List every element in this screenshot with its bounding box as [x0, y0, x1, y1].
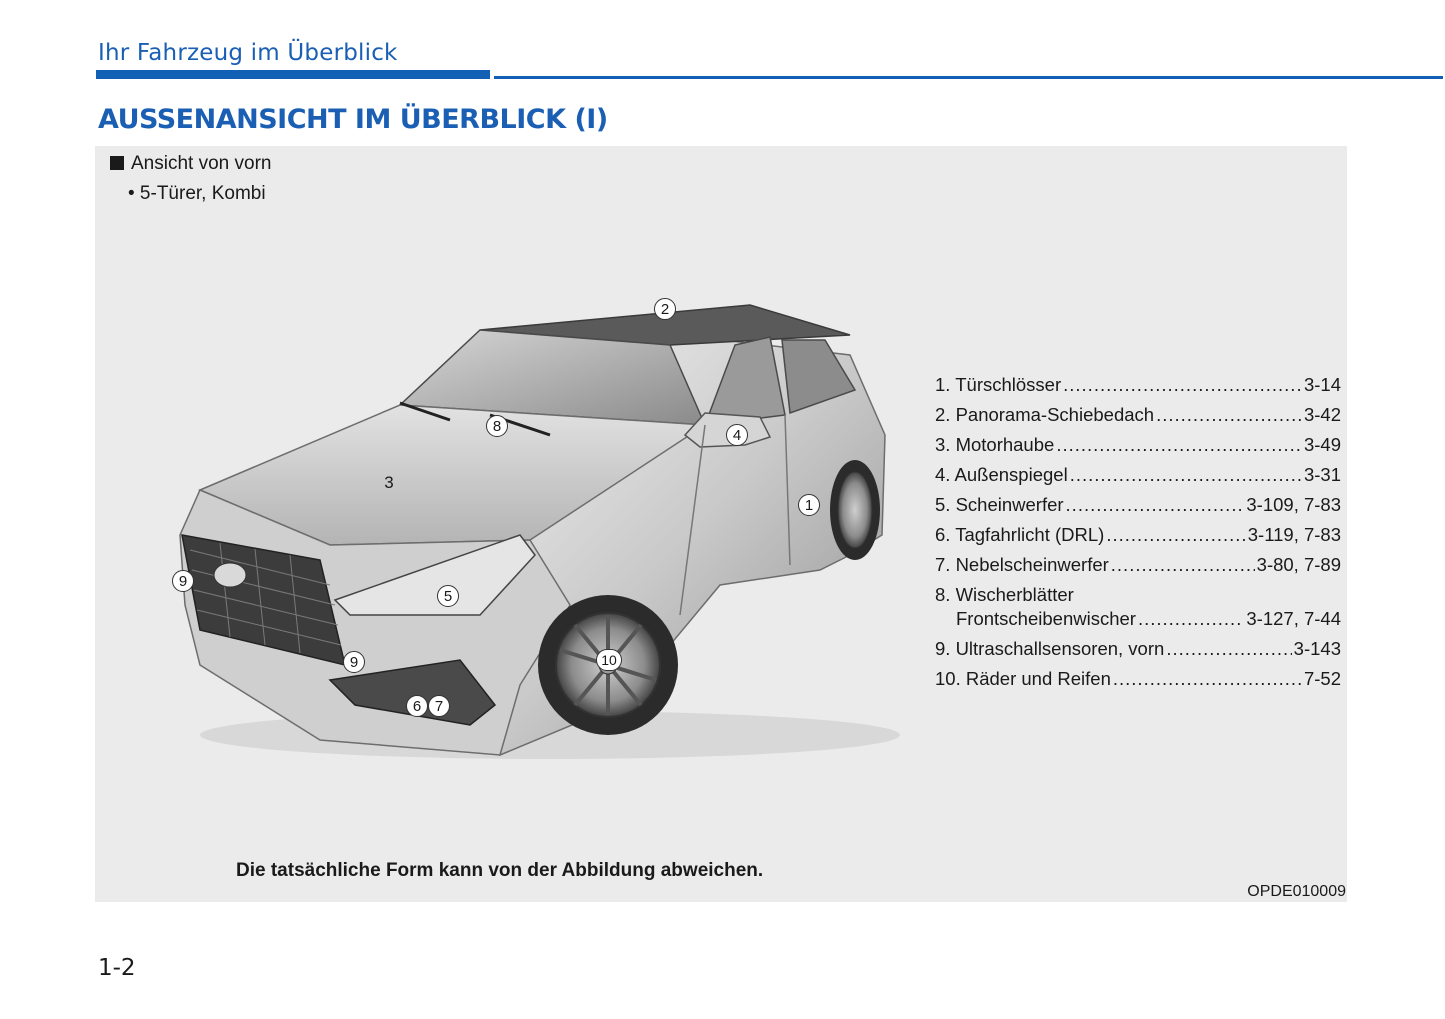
callout-marker: 8 [486, 415, 508, 437]
list-item: 4. Außenspiegel ..... 3-31 [935, 460, 1341, 490]
callout-marker: 9 [343, 651, 365, 673]
callout-marker: 10 [596, 649, 622, 671]
list-item: 7. Nebelscheinwerfer ..... 3-80, 7-89 [935, 550, 1341, 580]
view-label-text: Ansicht von vorn [131, 153, 272, 174]
callout-marker: 3 [384, 473, 394, 492]
list-item: 9. Ultraschallsensoren, vorn ..... 3-143 [935, 634, 1341, 664]
header-rule-thick [96, 70, 490, 79]
list-item: 2. Panorama-Schiebedach ..... 3-42 [935, 400, 1341, 430]
callout-marker: 2 [654, 298, 676, 320]
list-item: 10. Räder und Reifen ..... 7-52 [935, 664, 1341, 694]
header-rule-thin [494, 76, 1443, 79]
square-bullet-icon [110, 156, 124, 170]
figure-code: OPDE010009 [1247, 883, 1346, 900]
callout-marker: 1 [798, 494, 820, 516]
list-item: 3. Motorhaube ..... 3-49 [935, 430, 1341, 460]
list-item: 1. Türschlösser ..... 3-14 [935, 370, 1341, 400]
variant-label: • 5-Türer, Kombi [128, 183, 266, 204]
disclaimer-note: Die tatsächliche Form kann von der Abbildung abweichen. [236, 860, 764, 881]
parts-list [935, 370, 1341, 694]
page-number: 1-2 [98, 955, 136, 981]
list-item: 5. Scheinwerfer ..... 3-109, 7-83 [935, 490, 1341, 520]
callout-marker: 5 [437, 585, 459, 607]
page-title: AUSSENANSICHT IM ÜBERBLICK (I) [98, 104, 608, 135]
view-label [110, 153, 271, 175]
callout-marker: 4 [726, 424, 748, 446]
list-item: 6. Tagfahrlicht (DRL) ..... 3-119, 7-83 [935, 520, 1341, 550]
section-header-title: Ihr Fahrzeug im Überblick [98, 40, 398, 66]
list-item: 8. Wischerblätter Frontscheibenwischer ..... 3-127, 7-44 [935, 583, 1341, 631]
callout-marker: 7 [428, 695, 450, 717]
callout-marker: 9 [172, 570, 194, 592]
callout-marker: 6 [406, 695, 428, 717]
car-front-view-illustration [160, 285, 900, 765]
